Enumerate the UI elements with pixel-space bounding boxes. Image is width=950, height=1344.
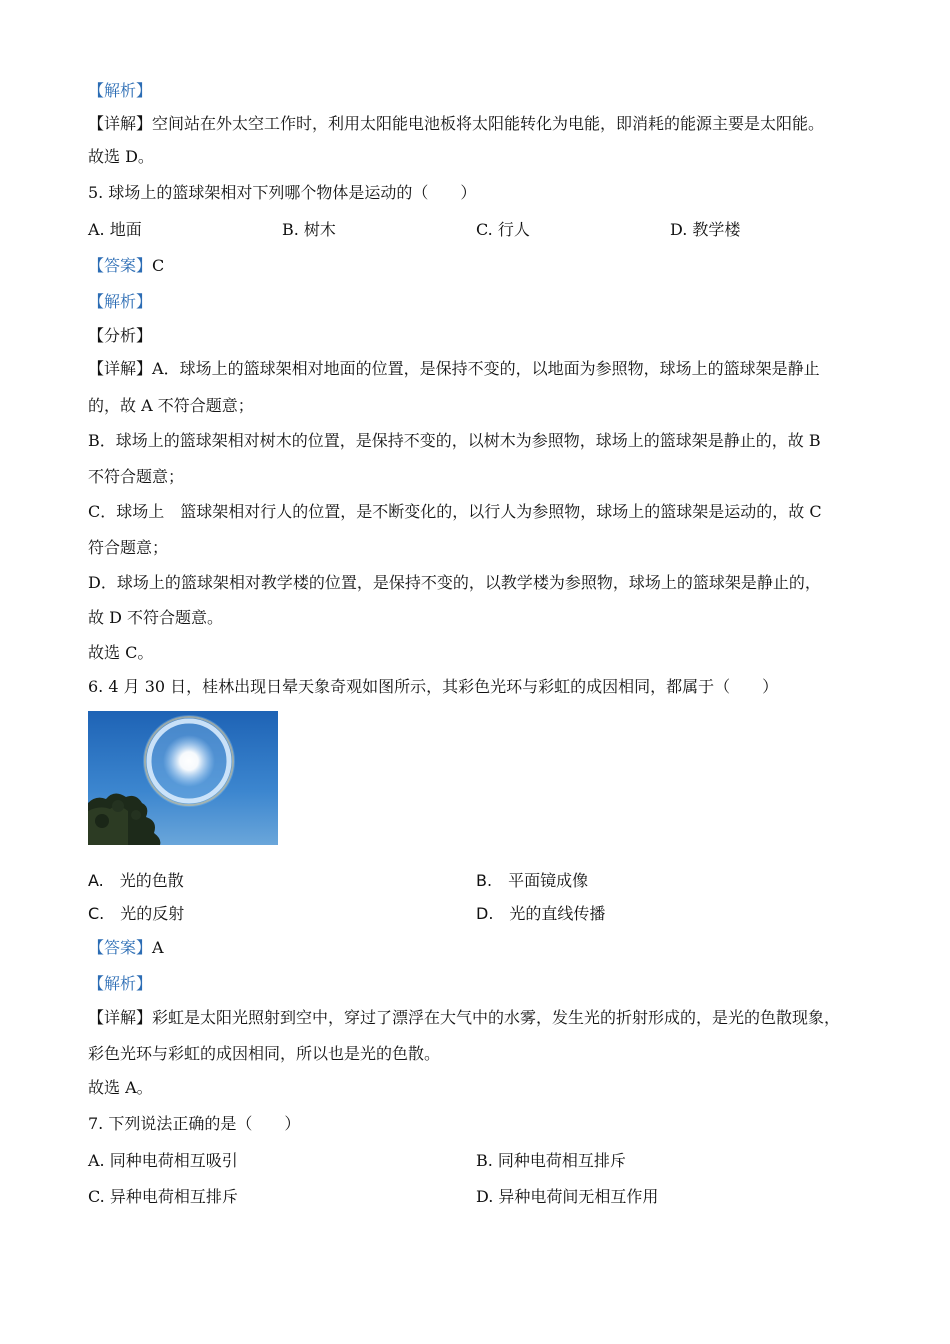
question-5: 5. 球场上的篮球架相对下列哪个物体是运动的（ ） bbox=[88, 183, 477, 202]
q6-option-d: D. 光的直线传播 bbox=[476, 904, 606, 923]
detail-line: C．球场上 篮球架相对行人的位置，是不断变化的，以行人为参照物，球场上的篮球架是运动的，故 C bbox=[88, 502, 822, 521]
answer-value: C bbox=[152, 256, 165, 275]
analysis-tag: 【解析】 bbox=[88, 292, 153, 311]
detail-line bbox=[88, 1007, 840, 1029]
detail-text: 空间站在外太空工作时，利用太阳能电池板将太阳能转化为电能，即消耗的能源主要是太阳能。 bbox=[152, 114, 825, 133]
detail-text: A．球场上的篮球架相对地面的位置，是保持不变的，以地面为参照物，球场上的篮球架是静止 bbox=[152, 359, 820, 378]
detail-line: 不符合题意； bbox=[88, 467, 185, 486]
sun-halo-photo bbox=[88, 711, 278, 845]
detail-tag: 【详解】 bbox=[88, 1008, 153, 1027]
q5-option-b: B. 树木 bbox=[282, 220, 336, 239]
answer-value: A bbox=[152, 938, 164, 957]
q6-option-c: C. 光的反射 bbox=[88, 904, 185, 923]
q6-option-b: B. 平面镜成像 bbox=[476, 871, 589, 890]
q6-option-a: A. 光的色散 bbox=[88, 871, 184, 890]
detail-tag: 【详解】 bbox=[88, 359, 153, 378]
q7-option-b: B. 同种电荷相互排斥 bbox=[476, 1151, 626, 1170]
answer-line bbox=[88, 255, 164, 277]
detail-line: 故 D 不符合题意。 bbox=[88, 608, 224, 627]
detail-line: 彩色光环与彩虹的成因相同，所以也是光的色散。 bbox=[88, 1044, 441, 1063]
detail-line: 符合题意； bbox=[88, 538, 169, 557]
answer-tag: 【答案】 bbox=[88, 256, 153, 275]
detail-line: 的，故 A 不符合题意； bbox=[88, 396, 254, 415]
detail-line: D．球场上的篮球架相对教学楼的位置，是保持不变的，以教学楼为参照物，球场上的篮球架是静止的， bbox=[88, 573, 821, 592]
question-6: 6. 4 月 30 日，桂林出现日晕天象奇观如图所示，其彩色光环与彩虹的成因相同，都属于（ ） bbox=[88, 677, 779, 696]
answer-tag: 【答案】 bbox=[88, 938, 153, 957]
q5-option-c: C. 行人 bbox=[476, 220, 530, 239]
q5-option-a: A. 地面 bbox=[88, 220, 142, 239]
detail-text: 彩虹是太阳光照射到空中，穿过了漂浮在大气中的水雾，发生光的折射形成的，是光的色散现象， bbox=[152, 1008, 841, 1027]
conclusion: 故选 D。 bbox=[88, 147, 154, 166]
question-7: 7. 下列说法正确的是（ ） bbox=[88, 1114, 301, 1133]
detail-line: B．球场上的篮球架相对树木的位置，是保持不变的，以树木为参照物，球场上的篮球架是静止的，故 B bbox=[88, 431, 821, 450]
q7-option-a: A. 同种电荷相互吸引 bbox=[88, 1151, 238, 1170]
answer-line bbox=[88, 937, 164, 959]
detail-paragraph bbox=[88, 113, 824, 135]
fenxi-tag: 【分析】 bbox=[88, 326, 153, 345]
q7-option-d: D. 异种电荷间无相互作用 bbox=[476, 1187, 659, 1206]
analysis-tag: 【解析】 bbox=[88, 974, 153, 993]
q5-option-d: D. 教学楼 bbox=[670, 220, 741, 239]
detail-tag: 【详解】 bbox=[88, 114, 153, 133]
detail-line bbox=[88, 358, 820, 380]
analysis-tag: 【解析】 bbox=[88, 81, 153, 100]
conclusion: 故选 C。 bbox=[88, 643, 154, 662]
conclusion: 故选 A。 bbox=[88, 1078, 153, 1097]
q7-option-c: C. 异种电荷相互排斥 bbox=[88, 1187, 238, 1206]
